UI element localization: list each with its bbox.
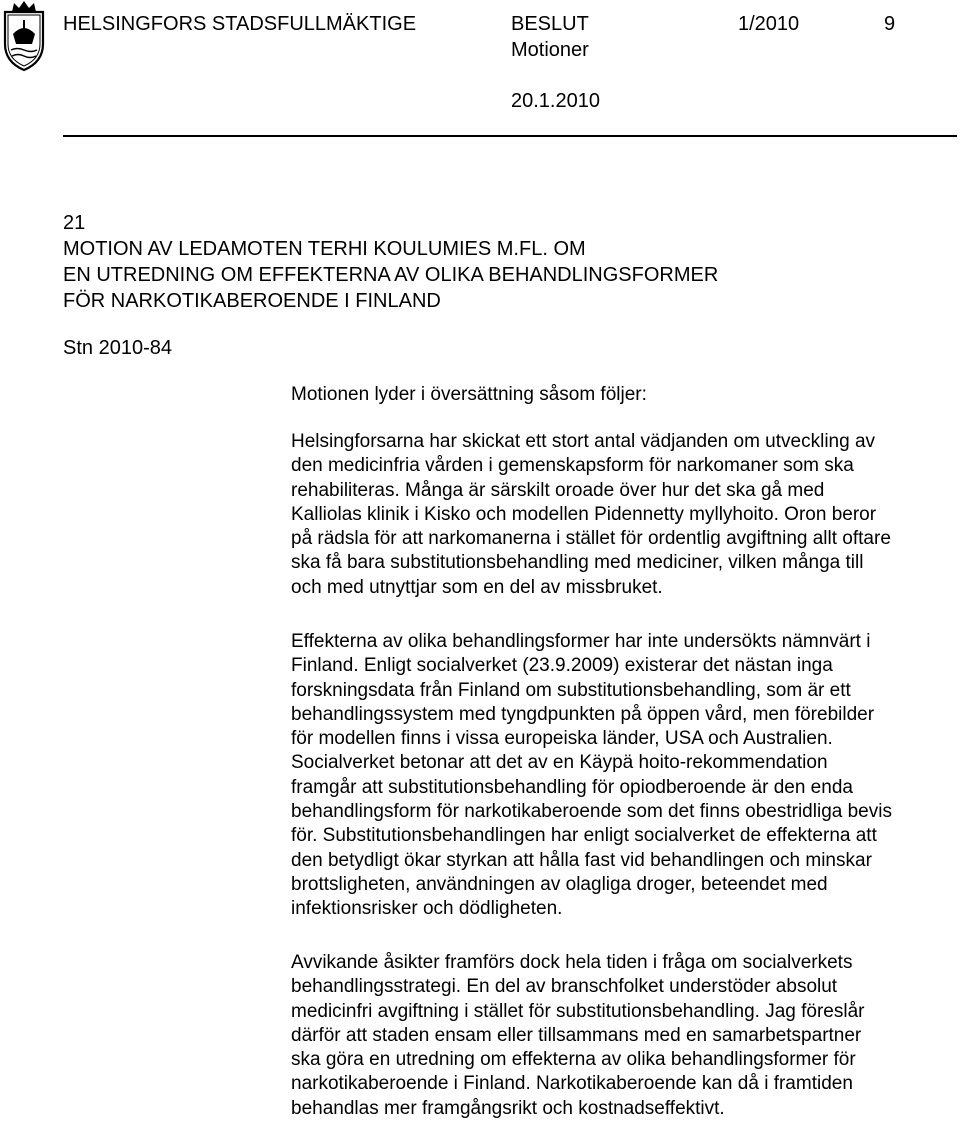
text-line: därför att staden ensam eller tillsammans med en samarbetspartner [291,1024,862,1046]
motion-number: 21 [63,212,86,234]
text-line: Finland. Enligt socialverket (23.9.2009) existerar det nästan inga [291,655,833,677]
text-line: Socialverket betonar att det av en Käypä hoito-rekommendation [291,752,828,774]
motion-title-line: EN UTREDNING OM EFFEKTERNA AV OLIKA BEHANDLINGSFORMER [63,264,719,286]
text-line: narkotikaberoende i Finland. Narkotikaberoende kan då i framtiden [291,1073,853,1095]
header-document-type: BESLUT [511,13,589,35]
text-line: på rädsla för att narkomanerna i stället för ordentlig avgiftning allt oftare [291,528,891,550]
text-line: Avvikande åsikter framförs dock hela tiden i fråga om socialverkets [291,952,853,973]
text-line: brottsligheten, användningen av olagliga droger, beteendet med [291,873,828,895]
header-page-number: 9 [884,13,896,35]
text-line: den betydligt ökar styrkan att hålla fast vid behandlingen och minskar [291,849,872,871]
text-line: rehabiliteras. Många är särskilt oroade över hur det ska gå med [291,479,825,501]
header-date: 20.1.2010 [511,90,600,112]
header-subtitle: Motioner [511,39,589,61]
text-line: för. Substitutionsbehandlingen har enligt socialverket de effekterna att [291,825,877,847]
motion-title [63,210,718,314]
header-organization: HELSINGFORS STADSFULLMÄKTIGE [63,13,417,35]
text-line: framgår att substitutionsbehandling för opiodberoende är den enda [291,776,853,798]
text-line: Effekterna av olika behandlingsformer har inte undersökts nämnvärt i [291,631,871,652]
city-crest-logo [2,0,46,72]
text-line: infektionsrisker och dödligheten. [291,898,563,920]
text-line: forskningsdata från Finland om substitutionsbehandling, som är ett [291,679,851,701]
paragraph-1 [291,430,960,600]
text-line: Kalliolas klinik i Kisko och modellen Pidennetty myllyhoito. Oron beror [291,503,877,525]
motion-title-line: MOTION AV LEDAMOTEN TERHI KOULUMIES M.FL. OM [63,238,586,260]
text-line: medicinfri avgiftning i stället för substitutionsbehandling. Jag föreslår [291,1000,865,1022]
paragraph-3 [291,951,960,1121]
header-divider [63,135,957,137]
text-line: den medicinfria vården i gemenskapsform för narkomaner som ska [291,455,854,477]
text-line: Helsingforsarna har skickat ett stort antal vädjanden om utveckling av [291,431,876,452]
motion-title-line: FÖR NARKOTIKABEROENDE I FINLAND [63,290,441,312]
text-line: behandlas mer framgångsrikt och kostnadseffektivt. [291,1097,725,1119]
text-line: behandlingssystem med tyngdpunkten på öppen vård, men förebilder [291,703,875,725]
motion-reference: Stn 2010-84 [63,337,172,359]
text-line: behandlingsform för narkotikaberoende som det finns obestridliga bevis [291,801,892,823]
text-line: ska göra en utredning om effekterna av olika behandlingsformer för [291,1049,856,1071]
text-line: och med utnyttjar som en del av missbruket. [291,576,663,598]
text-line: behandlingsstrategi. En del av branschfolket understöder absolut [291,976,838,998]
paragraph-2 [291,630,960,922]
motion-intro: Motionen lyder i översättning såsom följer: [291,384,647,405]
text-line: för modellen finns i vissa europeiska länder, USA och Australien. [291,728,833,750]
header-decision-number: 1/2010 [738,13,800,35]
text-line: ska få bara substitutionsbehandling med mediciner, vilken många till [291,552,864,574]
